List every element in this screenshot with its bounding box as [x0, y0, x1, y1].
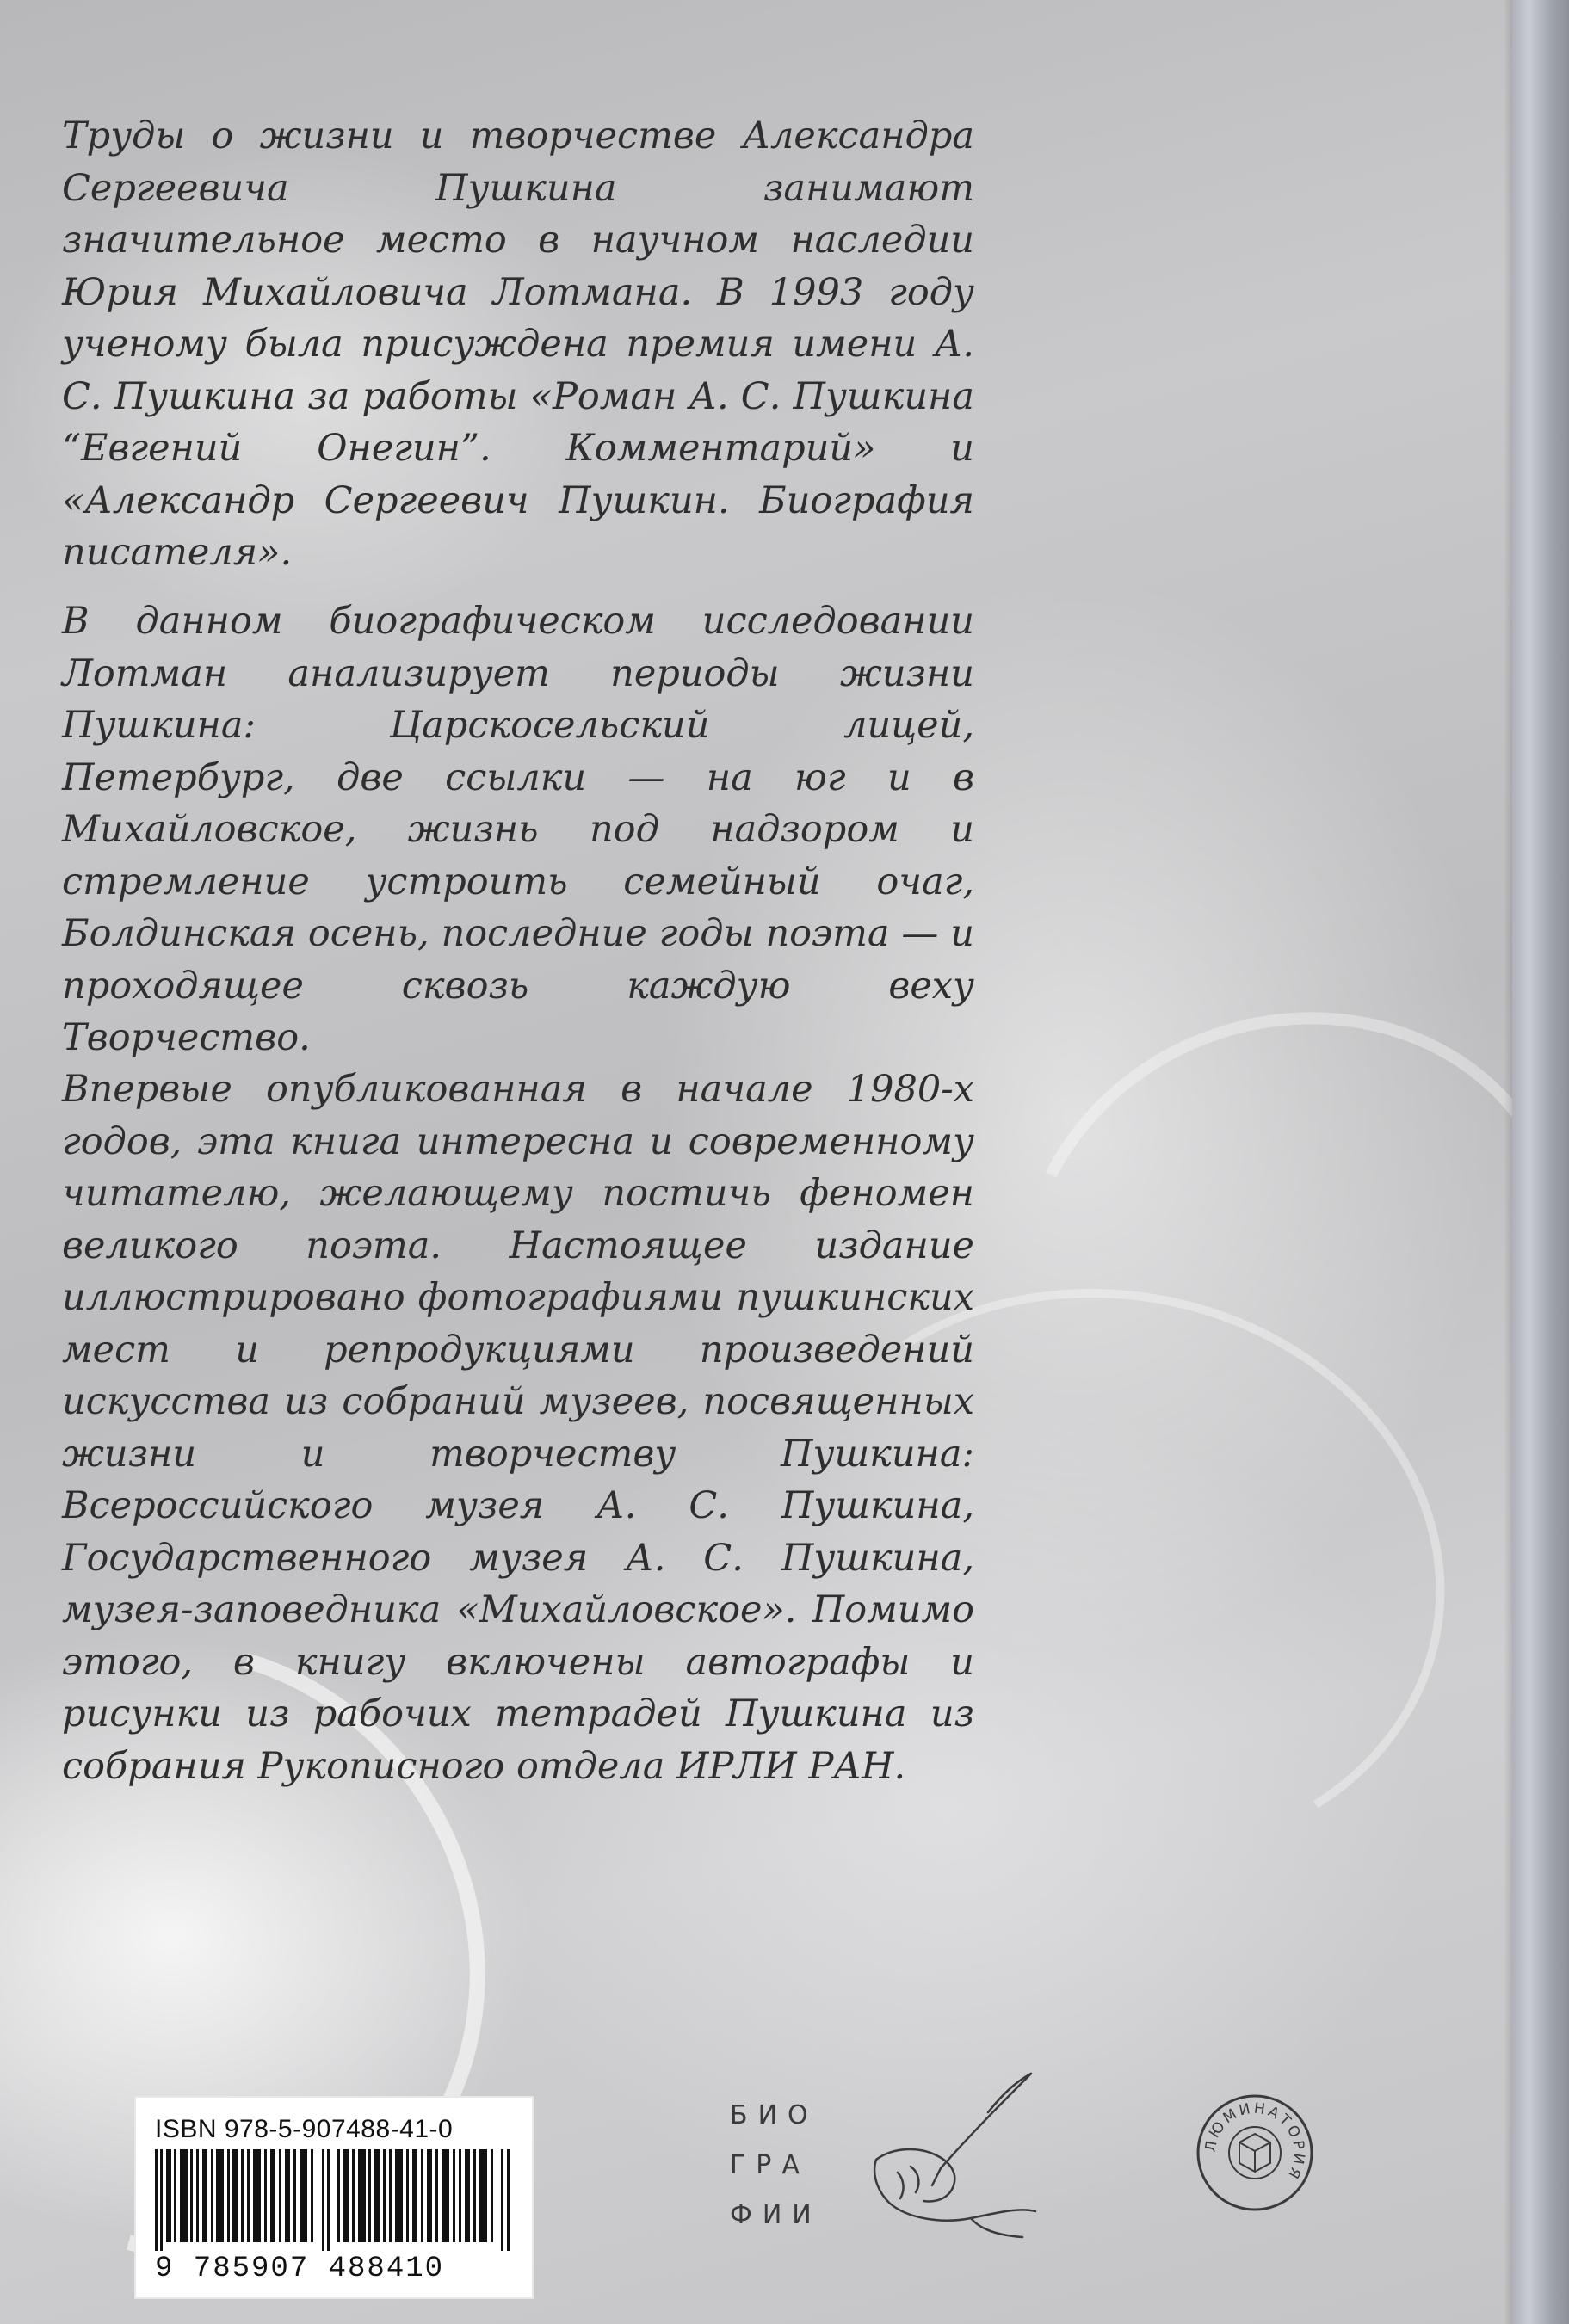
- series-logo-text: [730, 2091, 822, 2241]
- spine-shadow: [1504, 0, 1512, 2324]
- book-spine-edge: [1512, 0, 1569, 2324]
- barcode-bars: [155, 2149, 513, 2251]
- publisher-ring-text: ЛЮМИНАТОРИЯ: [1201, 2099, 1308, 2184]
- series-logo-line-2: ГРА: [730, 2150, 810, 2180]
- isbn-barcode: [134, 2096, 534, 2299]
- annotation-paragraph-3: Впервые опубликованная в начале 1980-х годов, эта книга интересна и современному читателю, желающему постичь феномен великого поэта. Настоящее издание иллюстрировано фотографиями пушкинских мест и репродукциями произведений искусства из собраний музеев, посвященных жизни и творчеству Пушкина: Всероссийского музея А. С. Пушкина, Государственного музея А. С. Пушкина, музея-заповедника «Михайловское». Помимо этого, в книгу включены автографы и рисунки из рабочих тетрадей Пушкина из собрания Рукописного отдела ИРЛИ РАН.: [62, 1068, 974, 1788]
- annotation-paragraph-1: Труды о жизни и творчестве Александра Сергеевича Пушкина занимают значительное место в научном наследии Юрия Михайловича Лотмана. В 1993 году ученому была присуждена премия имени А. С. Пушкина за работы «Роман А. С. Пушкина “Евгений Онегин”. Комментарий» и «Александр Сергеевич Пушкин. Биография писателя».: [62, 114, 974, 574]
- hand-with-quill-icon: [859, 2065, 1048, 2246]
- series-logo-biografii: [730, 2065, 1040, 2254]
- annotation-paragraph-2: В данном биографическом исследовании Лотман анализирует периоды жизни Пушкина: Царскосельский лицей, Петербург, две ссылки — на юг и в Михайловское, жизнь под надзором и стремление устроить семейный очаг, Болдинская осень, последние годы поэта — и проходящее сквозь каждую веху Творчество.: [62, 600, 974, 1059]
- series-logo-line-3: ФИИ: [730, 2200, 822, 2230]
- isbn-label: ISBN 978-5-907488-41-0: [155, 2115, 454, 2143]
- barcode-digits: 9 785907 488410: [155, 2253, 445, 2285]
- series-logo-line-1: БИО: [730, 2100, 818, 2130]
- publisher-logo-luminatoria: [1195, 2093, 1315, 2213]
- publisher-emblem-icon: [1195, 2093, 1315, 2213]
